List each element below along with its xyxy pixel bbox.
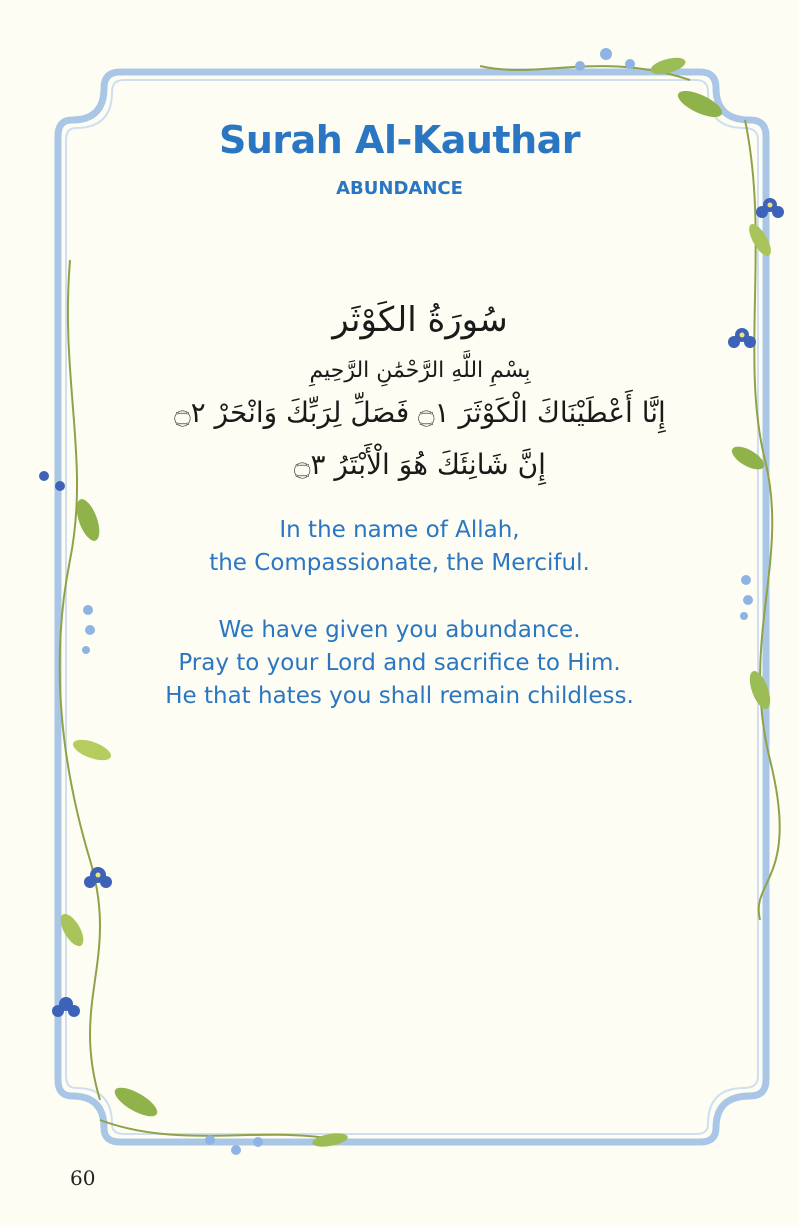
translation-line: In the name of Allah,: [279, 517, 520, 543]
arabic-verse-line: إِنَّ شَانِئَكَ هُوَ الْأَبْتَرُ ۝٣: [294, 448, 546, 481]
leaf: [111, 1082, 162, 1122]
bottom-vine: [100, 1120, 340, 1140]
translation-bismillah: [0, 514, 799, 580]
leaf: [70, 736, 113, 765]
arabic-verse-line: إِنَّا أَعْطَيْنَاكَ الْكَوْثَرَ ۝١ فَصَلِّ لِرَبِّكَ وَانْحَرْ ۝٢: [174, 396, 666, 429]
frame-outer-line: [58, 72, 766, 1142]
page-number: 60: [70, 1166, 96, 1190]
translation-verses: [0, 614, 799, 713]
translation-line: Pray to your Lord and sacrifice to Him.: [178, 650, 621, 676]
flower: [728, 328, 756, 348]
leaf: [745, 221, 775, 259]
page-subtitle: ABUNDANCE: [336, 178, 463, 199]
translation-line: He that hates you shall remain childless.: [165, 683, 634, 709]
translation-line: the Compassionate, the Merciful.: [209, 550, 590, 576]
arabic-bismillah: بِسْمِ اللَّهِ الرَّحْمَٰنِ الرَّحِيمِ: [309, 358, 531, 383]
flower: [756, 198, 784, 218]
arabic-surah-title: سُورَةُ الكَوْثَر: [332, 300, 508, 340]
page-title: Surah Al-Kauthar: [218, 118, 581, 162]
flower: [84, 867, 112, 888]
translation-line: We have given you abundance.: [218, 617, 581, 643]
frame-inner-line: [66, 80, 758, 1134]
